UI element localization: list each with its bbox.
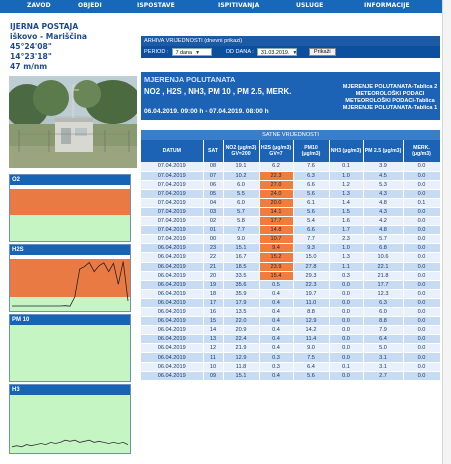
table-cell: 0.0 (329, 289, 363, 298)
table-cell: 06.04.2019 (141, 271, 203, 280)
table-cell: 2.7 (363, 371, 403, 380)
table-cell: 01 (203, 226, 223, 235)
table-cell: 6.0 (223, 198, 259, 207)
station-longitude: 14°23'18" (10, 52, 52, 61)
table-row (141, 371, 440, 380)
table-cell: 0.1 (403, 198, 440, 207)
table-cell: 20 (203, 271, 223, 280)
table-row (141, 226, 440, 235)
table-cell: 0.4 (259, 289, 293, 298)
table-cell: 06.04.2019 (141, 317, 203, 326)
table-cell: 8.8 (363, 317, 403, 326)
measurements-panel (141, 72, 440, 120)
table-cell: 0.0 (403, 253, 440, 262)
table-cell: 15.2 (259, 253, 293, 262)
vertical-scrollbar[interactable] (442, 0, 451, 464)
table-cell: 1.0 (329, 171, 363, 180)
from-date-label: OD DANA : (225, 49, 254, 55)
table-cell: 00 (203, 235, 223, 244)
table-cell: 07.04.2019 (141, 235, 203, 244)
table-cell: 22.0 (223, 317, 259, 326)
table-cell: 27.0 (259, 180, 293, 189)
table-cell: 12 (203, 344, 223, 353)
table-cell: 0.0 (329, 344, 363, 353)
table-cell: 0.0 (403, 226, 440, 235)
link-polutanti-tablica-2[interactable]: MJERENJE POLUTANATA-Tablica 2 (342, 84, 438, 90)
table-body (141, 162, 440, 380)
table-row (141, 280, 440, 289)
table-cell: 22.1 (363, 262, 403, 271)
station-name: iškovo - Mariščina (10, 32, 87, 41)
table-cell: 21.9 (223, 344, 259, 353)
table-cell: 11.0 (293, 298, 329, 307)
nav-usluge[interactable]: USLUGE (296, 2, 324, 9)
hourly-values-table (141, 140, 441, 381)
table-cell: 35.6 (223, 280, 259, 289)
table-cell: 0.0 (329, 298, 363, 307)
column-header: NO2 (μg/m3) GV=200 (223, 140, 259, 162)
table-cell: 22.4 (223, 335, 259, 344)
table-cell: 21 (203, 262, 223, 271)
table-cell: 9.0 (223, 235, 259, 244)
table-cell: 17.7 (363, 280, 403, 289)
table-cell: 14 (203, 326, 223, 335)
table-cell: 1.6 (329, 217, 363, 226)
table-cell: 3.1 (363, 362, 403, 371)
mini-chart-label: O2 (10, 175, 130, 185)
table-cell: 06.04.2019 (141, 371, 203, 380)
table-cell: 1.5 (329, 207, 363, 216)
table-cell: 06.04.2019 (141, 362, 203, 371)
table-cell: 17.7 (259, 217, 293, 226)
table-cell: 23.9 (259, 262, 293, 271)
table-cell: 07.04.2019 (141, 180, 203, 189)
station-altitude: 47 m/nm (10, 62, 48, 71)
table-row (141, 189, 440, 198)
column-header: NH3 (μg/m3) (329, 140, 363, 162)
table-cell: 6.6 (293, 180, 329, 189)
table-cell: 5.7 (363, 235, 403, 244)
period-label: PERIOD : (144, 49, 169, 55)
nav-ispitivanja[interactable]: ISPITIVANJA (218, 2, 260, 9)
table-cell: 0.0 (403, 207, 440, 216)
nav-objedi[interactable]: OBJEDI (78, 2, 102, 9)
table-cell: 18 (203, 289, 223, 298)
table-cell: 9.0 (293, 344, 329, 353)
table-cell: 07.04.2019 (141, 189, 203, 198)
table-cell: 0.0 (403, 344, 440, 353)
table-cell: 0.0 (403, 262, 440, 271)
table-cell: 4.8 (363, 226, 403, 235)
table-cell: 04 (203, 198, 223, 207)
table-cell: 0.1 (329, 162, 363, 171)
table-cell: 0.0 (403, 217, 440, 226)
table-cell: 17 (203, 298, 223, 307)
table-cell: 0.0 (329, 308, 363, 317)
table-cell: 5.0 (363, 344, 403, 353)
table-cell: 3.1 (363, 353, 403, 362)
table-cell: 06.04.2019 (141, 298, 203, 307)
table-cell: 0.1 (329, 362, 363, 371)
table-row (141, 308, 440, 317)
table-cell: 6.6 (293, 226, 329, 235)
table-cell: 0.0 (329, 335, 363, 344)
table-row (141, 326, 440, 335)
table-row (141, 271, 440, 280)
mini-chart-pm10 (9, 314, 131, 382)
table-cell: 07.04.2019 (141, 207, 203, 216)
table-cell: 7.5 (293, 353, 329, 362)
table-cell: 22.3 (293, 280, 329, 289)
table-cell: 06 (203, 180, 223, 189)
table-cell: 1.3 (329, 253, 363, 262)
column-header: SAT (203, 140, 223, 162)
table-cell: 06.04.2019 (141, 326, 203, 335)
column-header: H2S (μg/m3) GV=7 (259, 140, 293, 162)
table-cell: 6.3 (293, 171, 329, 180)
table-cell: 06.04.2019 (141, 335, 203, 344)
table-cell: 19 (203, 280, 223, 289)
table-cell: 0.4 (259, 298, 293, 307)
panel-date-range: 06.04.2019. 09:00 h - 07.04.2019. 08:00 h (144, 108, 269, 115)
table-row (141, 217, 440, 226)
table-row (141, 262, 440, 271)
table-cell: 7.9 (363, 326, 403, 335)
period-select[interactable]: 7 dana ▼ (172, 48, 212, 56)
table-cell: 6.0 (223, 180, 259, 189)
table-row (141, 162, 440, 171)
table-row (141, 317, 440, 326)
table-cell: 0.0 (403, 271, 440, 280)
table-cell: 10.2 (223, 171, 259, 180)
table-cell: 07.04.2019 (141, 198, 203, 207)
table-cell: 21.8 (363, 271, 403, 280)
table-cell: 6.8 (363, 244, 403, 253)
table-cell: 06.04.2019 (141, 353, 203, 362)
table-cell: 19.1 (223, 162, 259, 171)
table-cell: 0.0 (403, 298, 440, 307)
table-row (141, 353, 440, 362)
table-cell: 05 (203, 189, 223, 198)
period-filter-row (141, 46, 440, 58)
table-cell: 14.2 (293, 326, 329, 335)
table-cell: 06.04.2019 (141, 244, 203, 253)
table-cell: 06.04.2019 (141, 262, 203, 271)
panel-title: MJERENJA POLUTANATA (144, 75, 236, 84)
table-cell: 5.6 (293, 207, 329, 216)
table-cell: 10.7 (259, 235, 293, 244)
table-cell: 7.7 (293, 235, 329, 244)
table-row (141, 198, 440, 207)
table-cell: 13.5 (223, 308, 259, 317)
table-row (141, 253, 440, 262)
table-cell: 0.0 (403, 280, 440, 289)
table-row (141, 171, 440, 180)
table-cell: 1.0 (329, 244, 363, 253)
table-cell: 15.4 (259, 271, 293, 280)
table-cell: 15.1 (223, 371, 259, 380)
table-cell: 07.04.2019 (141, 162, 203, 171)
table-cell: 0.0 (403, 289, 440, 298)
table-cell: 5.6 (293, 189, 329, 198)
table-cell: 4.8 (363, 198, 403, 207)
table-cell: 07.04.2019 (141, 217, 203, 226)
top-navigation (0, 0, 442, 13)
table-cell: 1.7 (329, 226, 363, 235)
table-cell: 27.8 (293, 262, 329, 271)
table-cell: 5.6 (293, 371, 329, 380)
table-row (141, 207, 440, 216)
table-cell: 0.0 (403, 162, 440, 171)
table-cell: 0.0 (403, 326, 440, 335)
table-cell: 7.7 (223, 226, 259, 235)
table-cell: 5.7 (223, 207, 259, 216)
table-cell: 19.7 (293, 289, 329, 298)
table-cell: 6.2 (259, 162, 293, 171)
table-cell: 10 (203, 362, 223, 371)
table-cell: 12.9 (293, 317, 329, 326)
table-cell: 22.3 (259, 171, 293, 180)
mini-chart-nh3 (9, 384, 131, 454)
table-cell: 07.04.2019 (141, 226, 203, 235)
table-cell: 35.9 (223, 289, 259, 298)
table-cell: 06.04.2019 (141, 344, 203, 353)
table-cell: 0.4 (259, 371, 293, 380)
table-header-row (141, 140, 440, 162)
table-cell: 24.0 (259, 189, 293, 198)
table-cell: 12.9 (223, 353, 259, 362)
mini-chart-label: H2S (10, 245, 130, 255)
panel-pollutants: NO2 , H2S , NH3, PM 10 , PM 2.5, MERK. (144, 87, 292, 96)
table-cell: 0.3 (329, 271, 363, 280)
station-info (10, 22, 138, 72)
table-cell: 15.0 (293, 253, 329, 262)
table-cell: 4.5 (363, 171, 403, 180)
table-cell: 0.0 (403, 189, 440, 198)
chevron-down-icon: ▼ (292, 50, 298, 56)
table-cell: 6.0 (363, 308, 403, 317)
table-cell: 0.0 (403, 371, 440, 380)
table-row (141, 244, 440, 253)
table-cell: 1.4 (329, 198, 363, 207)
table-cell: 20.0 (259, 198, 293, 207)
table-cell: 14.1 (259, 207, 293, 216)
table-cell: 0.4 (259, 335, 293, 344)
mini-chart-label: H3 (10, 385, 130, 395)
table-cell: 8.8 (293, 308, 329, 317)
table-cell: 6.4 (293, 362, 329, 371)
table-cell: 06.04.2019 (141, 308, 203, 317)
column-header: MERK. (μg/m3) (403, 140, 440, 162)
table-cell: 06.04.2019 (141, 289, 203, 298)
link-polutanti-tablica-1[interactable]: MJERENJE POLUTANATA-Tablica 1 (342, 105, 438, 111)
table-cell: 0.0 (403, 353, 440, 362)
table-cell: 7.6 (293, 162, 329, 171)
table-cell: 5.5 (223, 189, 259, 198)
table-cell: 06.04.2019 (141, 253, 203, 262)
table-cell: 11 (203, 353, 223, 362)
table-cell: 6.1 (293, 198, 329, 207)
station-title: IJERNA POSTAJA (10, 22, 79, 31)
table-cell: 1.3 (329, 189, 363, 198)
table-cell: 15.1 (223, 244, 259, 253)
table-cell: 1.2 (329, 180, 363, 189)
table-cell: 5.3 (363, 180, 403, 189)
table-cell: 07 (203, 171, 223, 180)
nav-informacije[interactable]: INFORMACIJE (364, 2, 410, 9)
table-cell: 0.0 (329, 371, 363, 380)
table-cell: 0.0 (403, 171, 440, 180)
table-cell: 29.3 (293, 271, 329, 280)
table-row (141, 289, 440, 298)
station-latitude: 45°24'08" (10, 42, 52, 51)
table-cell: 2.3 (329, 235, 363, 244)
table-cell: 0.0 (403, 362, 440, 371)
table-cell: 0.3 (259, 353, 293, 362)
mini-chart-h2s (9, 244, 131, 312)
column-header: DATUM (141, 140, 203, 162)
table-cell: 0.4 (259, 317, 293, 326)
table-cell: 11.8 (223, 362, 259, 371)
table-cell: 07.04.2019 (141, 171, 203, 180)
table-cell: 0.5 (259, 280, 293, 289)
table-cell: 9.4 (259, 244, 293, 253)
table-cell: 06.04.2019 (141, 280, 203, 289)
table-cell: 0.4 (259, 308, 293, 317)
table-caption: SATNE VRIJEDNOSTI (141, 130, 440, 140)
table-cell: 6.3 (363, 298, 403, 307)
table-cell: 4.2 (363, 217, 403, 226)
table-row (141, 298, 440, 307)
table-cell: 02 (203, 217, 223, 226)
table-cell: 20.9 (223, 326, 259, 335)
table-row (141, 180, 440, 189)
link-meteoroloski-tablica[interactable]: METEOROLOŠKI PODACI-Tablica (345, 98, 435, 104)
show-button[interactable]: Prikaži (309, 48, 336, 56)
column-header: PM10 (μg/m3) (293, 140, 329, 162)
table-cell: 0.4 (259, 326, 293, 335)
table-cell: 23 (203, 244, 223, 253)
table-row (141, 344, 440, 353)
nav-ispostave[interactable]: ISPOSTAVE (137, 2, 175, 9)
mini-chart-no2 (9, 174, 131, 242)
table-row (141, 335, 440, 344)
panel-links (341, 84, 439, 112)
table-cell: 0.0 (403, 235, 440, 244)
table-cell: 4.3 (363, 189, 403, 198)
table-cell: 0.0 (403, 180, 440, 189)
table-cell: 0.0 (403, 244, 440, 253)
table-cell: 0.0 (329, 326, 363, 335)
table-cell: 16 (203, 308, 223, 317)
table-cell: 4.3 (363, 207, 403, 216)
table-cell: 0.4 (259, 344, 293, 353)
table-cell: 1.1 (329, 262, 363, 271)
table-cell: 16.7 (223, 253, 259, 262)
table-cell: 17.9 (223, 298, 259, 307)
table-cell: 0.0 (403, 317, 440, 326)
table-row (141, 235, 440, 244)
table-cell: 0.0 (329, 280, 363, 289)
table-cell: 11.4 (293, 335, 329, 344)
table-cell: 03 (203, 207, 223, 216)
table-cell: 0.0 (403, 308, 440, 317)
table-cell: 15 (203, 317, 223, 326)
table-cell: 12.3 (363, 289, 403, 298)
column-header: PM 2.5 (μg/m3) (363, 140, 403, 162)
from-date-select[interactable]: 31.03.2019. ▼ (257, 48, 297, 56)
table-cell: 0.0 (329, 353, 363, 362)
mini-chart-label: PM 10 (10, 315, 130, 325)
table-cell: 22 (203, 253, 223, 262)
table-cell: 09 (203, 371, 223, 380)
chevron-down-icon: ▼ (195, 50, 201, 56)
table-cell: 14.8 (259, 226, 293, 235)
table-cell: 9.3 (293, 244, 329, 253)
table-cell: 13 (203, 335, 223, 344)
table-cell: 10.6 (363, 253, 403, 262)
table-row (141, 362, 440, 371)
table-cell: 18.5 (223, 262, 259, 271)
table-cell: 33.5 (223, 271, 259, 280)
link-meteoroloski-podaci[interactable]: METEOROLOŠKI PODACI (355, 91, 425, 97)
table-cell: 08 (203, 162, 223, 171)
table-cell: 0.0 (403, 335, 440, 344)
table-cell: 3.9 (363, 162, 403, 171)
table-cell: 0.3 (259, 362, 293, 371)
archive-title: ARHIVA VRIJEDNOSTI (dnevni prikazi) (141, 36, 440, 46)
table-cell: 0.0 (329, 317, 363, 326)
station-photo (9, 76, 137, 168)
table-cell: 6.4 (363, 335, 403, 344)
table-cell: 5.8 (223, 217, 259, 226)
nav-zavod[interactable]: ZAVOD (27, 2, 51, 9)
table-cell: 5.4 (293, 217, 329, 226)
